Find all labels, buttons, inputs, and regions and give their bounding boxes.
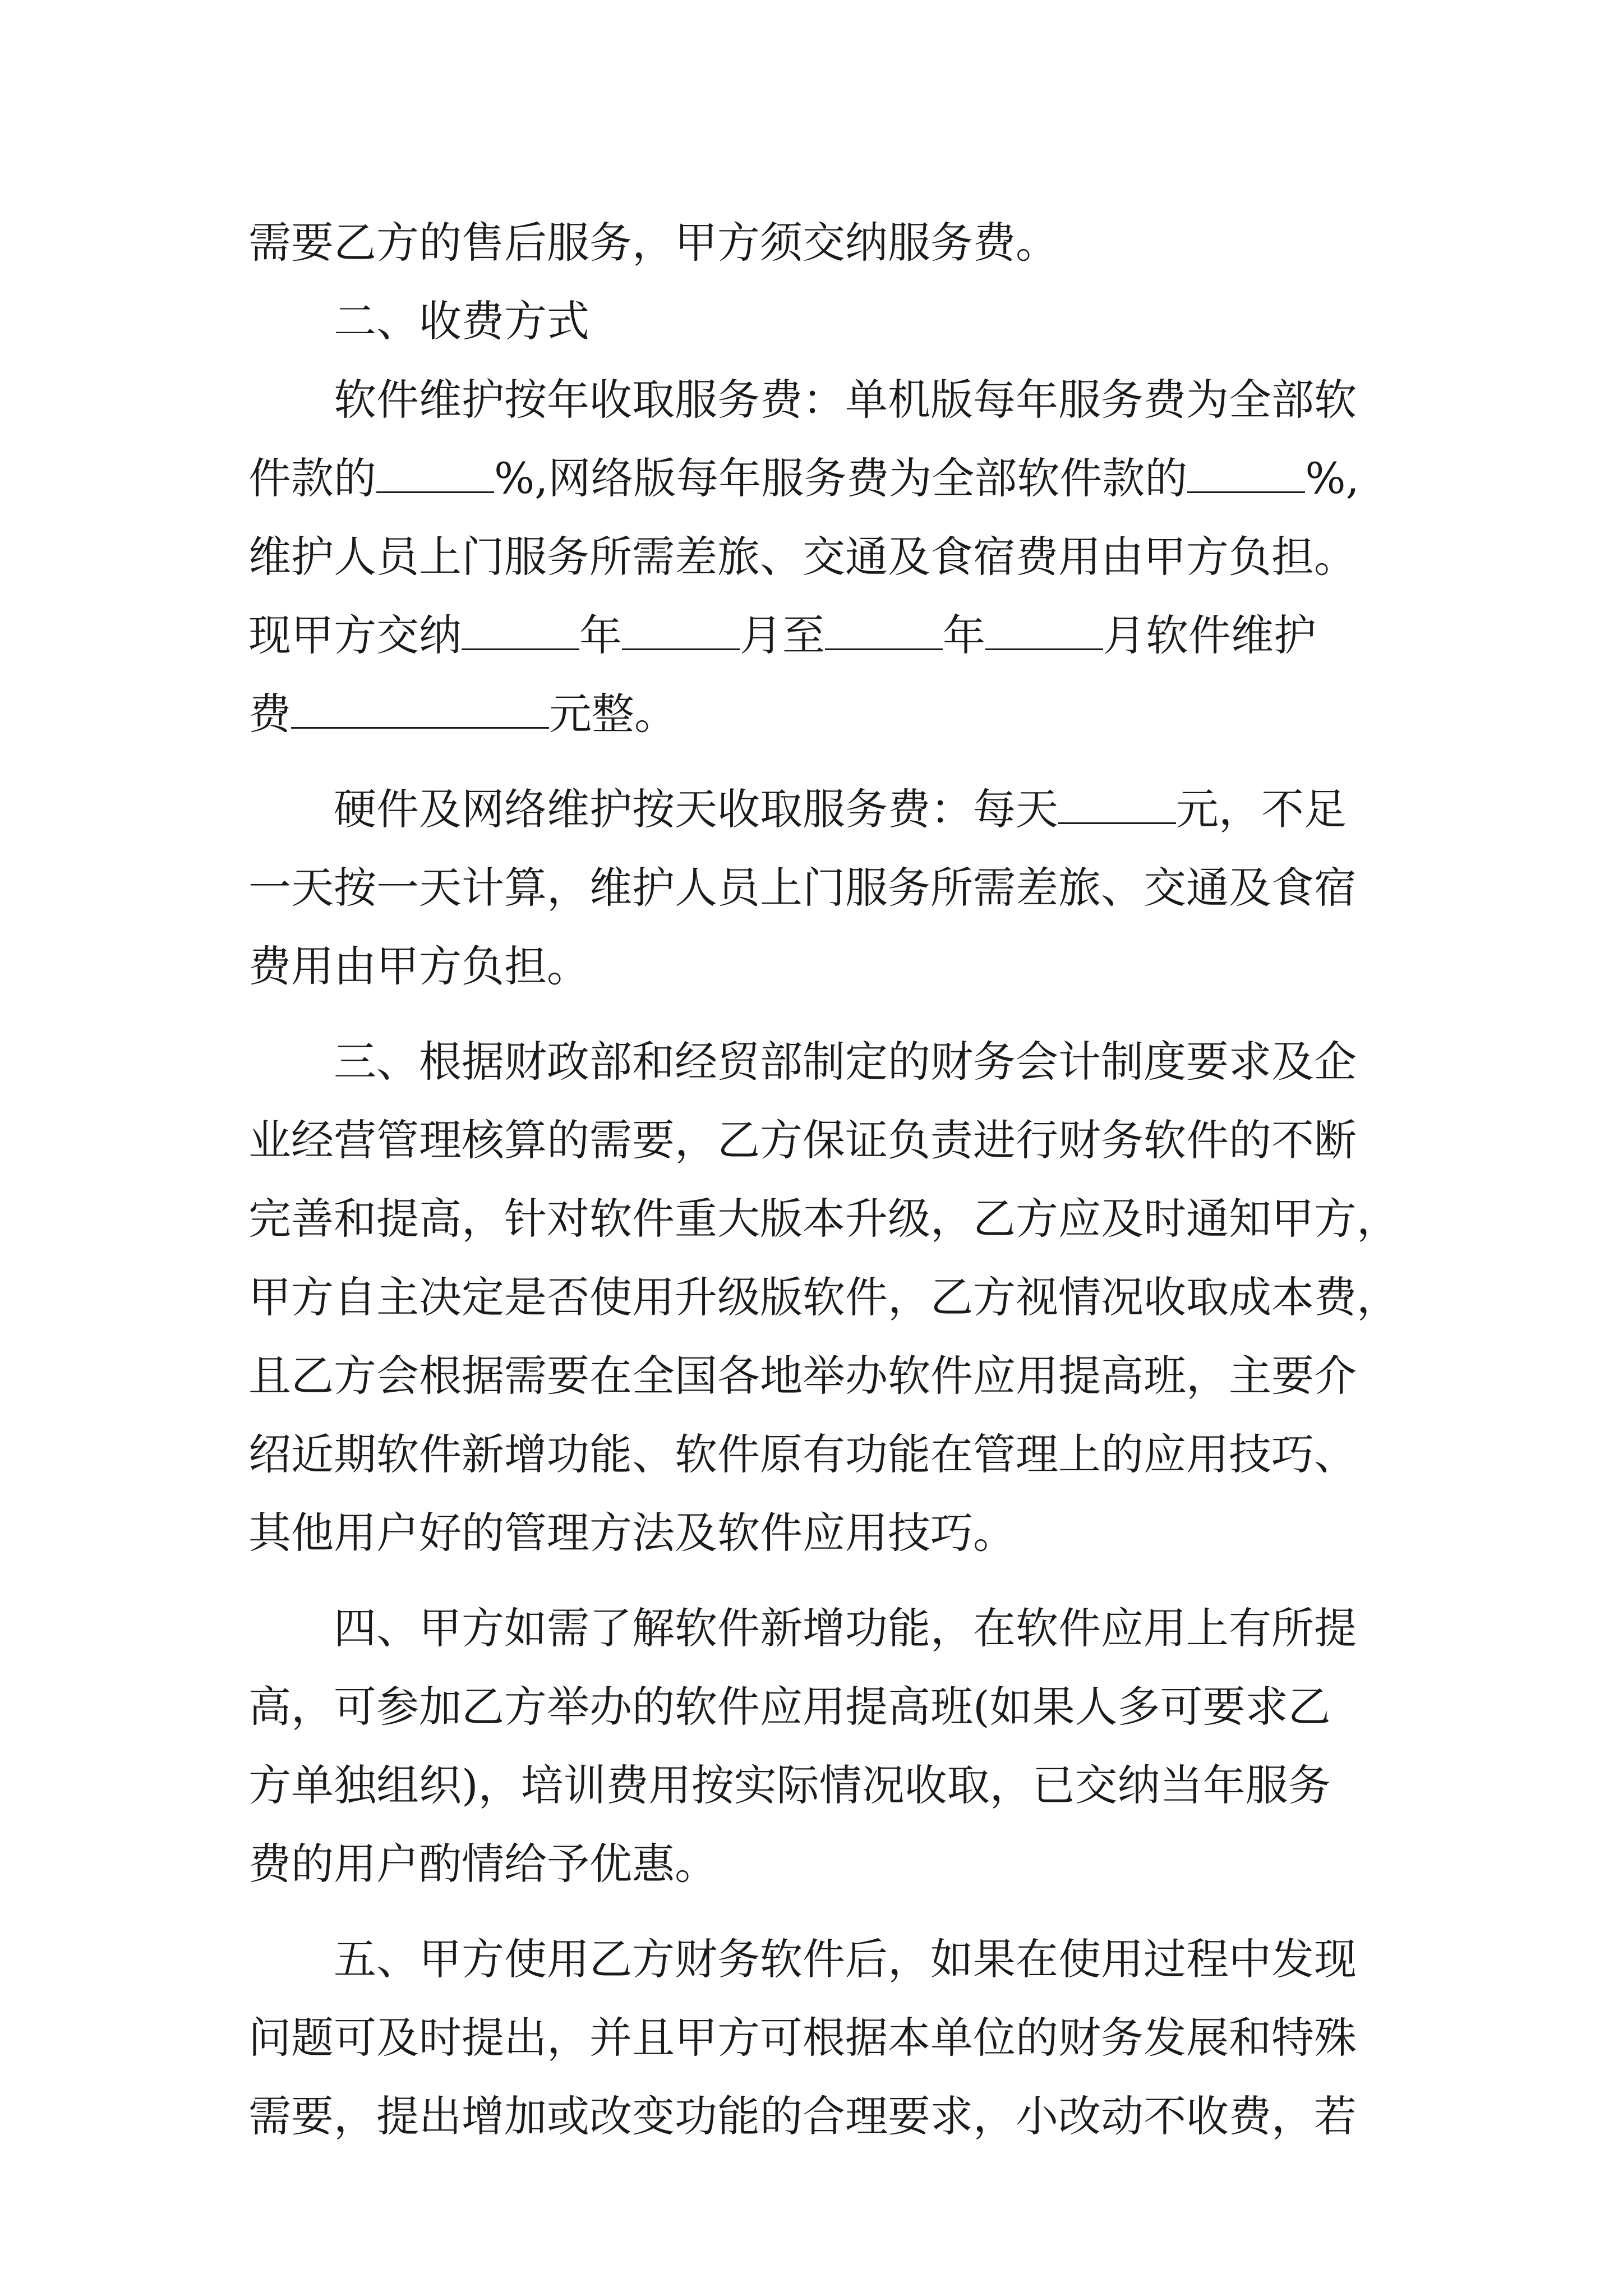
fill-blank[interactable] (1058, 788, 1176, 824)
text-line: 三、根据财政部和经贸部制定的财务会计制度要求及企 (334, 1037, 1357, 1087)
fill-blank[interactable] (376, 457, 494, 493)
text-line: 维护人员上门服务所需差旅、交通及食宿费用由甲方负担。 (248, 532, 1357, 582)
text-line: 需要，提出增加或改变功能的合理要求，小改动不收费，若 (248, 2091, 1357, 2141)
text-line: 问题可及时提出，并且甲方可根据本单位的财务发展和特殊 (248, 2013, 1357, 2063)
text-line: 绍近期软件新增功能、软件原有功能在管理上的应用技巧、 (248, 1429, 1357, 1479)
text-line: 五、甲方使用乙方财务软件后，如果在使用过程中发现 (334, 1934, 1357, 1984)
text-fragment: 现甲方交纳 (248, 610, 462, 660)
text-line: 一天按一天计算，维护人员上门服务所需差旅、交通及食宿 (248, 863, 1357, 913)
text-fragment: 年 (943, 610, 985, 660)
text-fragment: %, (1305, 453, 1359, 503)
text-line (248, 766, 1376, 853)
text-fragment: 费 (248, 689, 291, 739)
text-line (248, 670, 1376, 758)
text-fragment: 月至 (740, 610, 825, 660)
fill-blank[interactable] (291, 692, 549, 729)
fill-blank[interactable] (622, 614, 740, 650)
text-line: 甲方自主决定是否使用升级版软件，乙方视情况收取成本费， (248, 1272, 1399, 1322)
text-line: 完善和提高，针对软件重大版本升级，乙方应及时通知甲方， (248, 1194, 1399, 1244)
section-heading: 二、收费方式 (334, 296, 589, 346)
text-line: 四、甲方如需了解软件新增功能，在软件应用上有所提 (334, 1603, 1357, 1653)
text-line: 软件维护按年收取服务费：单机版每年服务费为全部软 (334, 375, 1357, 425)
fill-blank[interactable] (985, 614, 1103, 650)
text-line: 其他用户好的管理方法及软件应用技巧。 (248, 1508, 1016, 1558)
text-line (248, 435, 1376, 522)
text-line: 且乙方会根据需要在全国各地举办软件应用提高班，主要介 (248, 1351, 1357, 1401)
text-line: 费的用户酌情给予优惠。 (248, 1839, 717, 1889)
text-line (248, 592, 1376, 679)
text-fragment: 元，不足 (1176, 784, 1347, 834)
document-body (248, 199, 1399, 2160)
text-line: 费用由甲方负担。 (248, 941, 589, 991)
text-line: 高，可参加乙方举办的软件应用提高班(如果人多可要求乙 (248, 1682, 1331, 1732)
text-line: 业经营管理核算的需要，乙方保证负责进行财务软件的不断 (248, 1115, 1357, 1165)
text-fragment: 元整。 (549, 689, 677, 739)
fill-blank[interactable] (462, 614, 579, 650)
text-line: 方单独组织)，培训费用按实际情况收取，已交纳当年服务 (248, 1760, 1331, 1810)
fill-blank[interactable] (1187, 457, 1305, 493)
text-fragment: 年 (579, 610, 622, 660)
text-fragment: %,网络版每年服务费为全部软件款的 (494, 453, 1188, 503)
text-fragment: 月软件维护 (1103, 610, 1316, 660)
text-fragment: 硬件及网络维护按天收取服务费：每天 (334, 784, 1058, 834)
text-fragment: 件款的 (248, 453, 376, 503)
fill-blank[interactable] (825, 614, 943, 650)
text-line: 需要乙方的售后服务，甲方须交纳服务费。 (248, 218, 1058, 268)
